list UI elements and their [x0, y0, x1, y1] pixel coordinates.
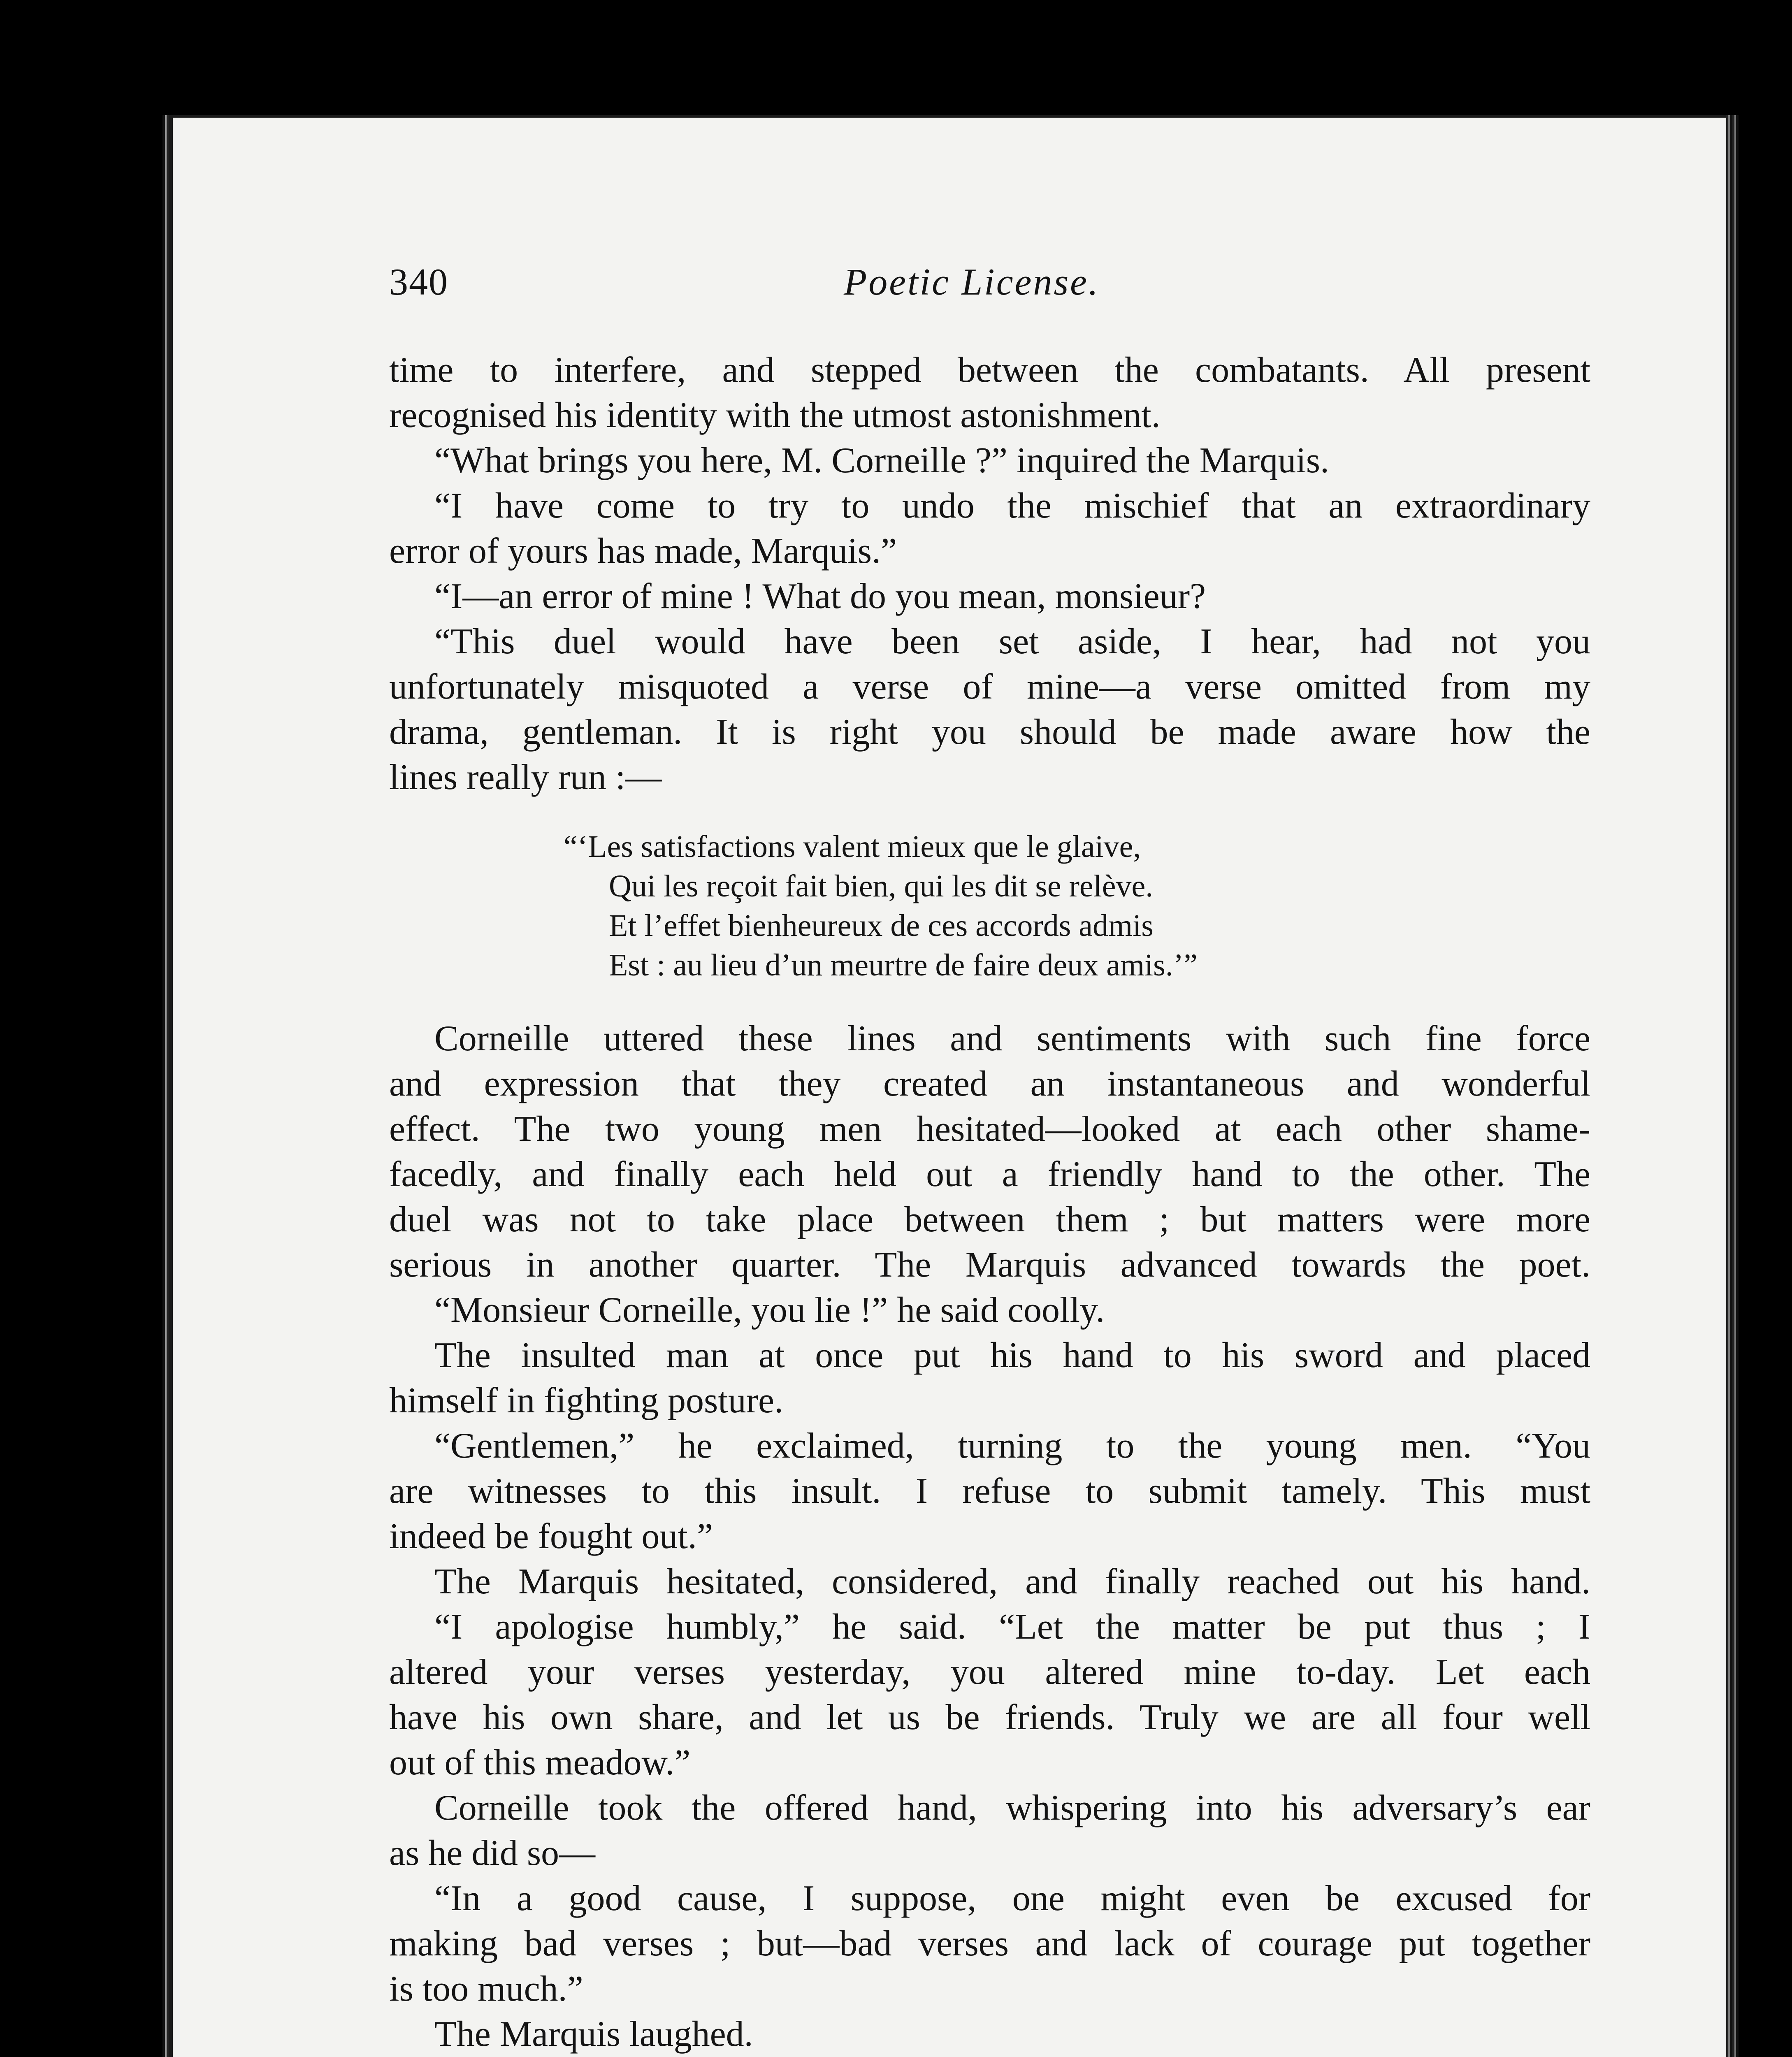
text-line: unfortunately misquoted a verse of mine—a verse omitted from my — [389, 667, 1590, 707]
body-text-before-verse — [389, 348, 1590, 800]
text-line: recognised his identity with the utmost astonishment. — [389, 395, 1161, 435]
text-line: “I—an error of mine ! What do you mean, monsieur? — [434, 576, 1206, 616]
text-line: Corneille uttered these lines and sentiments with such fine force — [434, 1019, 1590, 1059]
text-line: “In a good cause, I suppose, one might even be excused for — [434, 1878, 1590, 1918]
text-line: “I have come to try to undo the mischief that an extraordinary — [434, 486, 1590, 526]
text-line: Corneille took the offered hand, whispering into his adversary’s ear — [434, 1788, 1590, 1828]
text-line: The Marquis hesitated, considered, and finally reached out his hand. — [434, 1562, 1590, 1602]
verse-line: “‘Les satisfactions valent mieux que le glaive, — [564, 829, 1141, 864]
text-line: himself in fighting posture. — [389, 1381, 784, 1421]
text-line: duel was not to take place between them ; but matters were more — [389, 1200, 1590, 1240]
text-line: making bad verses ; but—bad verses and lack of courage put together — [389, 1924, 1590, 1964]
text-line: serious in another quarter. The Marquis advanced towards the poet. — [389, 1245, 1590, 1285]
text-line: lines really run :— — [389, 757, 662, 797]
text-line: out of this meadow.” — [389, 1743, 691, 1783]
text-line: time to interfere, and stepped between the combatants. All present — [389, 350, 1590, 390]
verse-line: Qui les reçoit fait bien, qui les dit se relève. — [609, 869, 1154, 903]
text-line: is too much.” — [389, 1969, 583, 2009]
text-line: “Gentlemen,” he exclaimed, turning to the young men. “You — [434, 1426, 1590, 1466]
page-number: 340 — [389, 261, 448, 303]
text-line: and expression that they created an instantaneous and wonderful — [389, 1064, 1590, 1104]
text-line: as he did so— — [389, 1833, 596, 1873]
text-line: “Monsieur Corneille, you lie !” he said coolly. — [434, 1290, 1105, 1330]
page-edge-right — [1726, 115, 1739, 2057]
verse-line: Est : au lieu d’un meurtre de faire deux amis.’” — [609, 948, 1198, 982]
text-line: have his own share, and let us be friends. Truly we are all four well — [389, 1697, 1590, 1737]
text-line: “What brings you here, M. Corneille ?” inquired the Marquis. — [434, 441, 1329, 481]
text-line: are witnesses to this insult. I refuse to submit tamely. This must — [389, 1471, 1590, 1511]
text-line: “I apologise humbly,” he said. “Let the matter be put thus ; I — [434, 1607, 1590, 1647]
page-header — [389, 259, 1590, 309]
text-line: facedly, and finally each held out a friendly hand to the other. The — [389, 1154, 1590, 1194]
text-line: error of yours has made, Marquis.” — [389, 531, 897, 571]
running-head: Poetic License. — [844, 261, 1100, 303]
text-line: “This duel would have been set aside, I hear, had not you — [434, 622, 1590, 662]
verse-line: Et l’effet bienheureux de ces accords admis — [609, 908, 1154, 943]
text-line: altered your verses yesterday, you altered mine to-day. Let each — [389, 1652, 1590, 1692]
text-line: The Marquis laughed. — [434, 2014, 753, 2054]
text-line: The insulted man at once put his hand to his sword and placed — [434, 1335, 1590, 1375]
text-line: drama, gentleman. It is right you should be made aware how the — [389, 712, 1590, 752]
verse-quotation — [564, 827, 1198, 985]
text-line: effect. The two young men hesitated—looked at each other shame- — [389, 1109, 1590, 1149]
text-line: indeed be fought out.” — [389, 1516, 713, 1556]
body-text-after-verse — [389, 1016, 1590, 2057]
